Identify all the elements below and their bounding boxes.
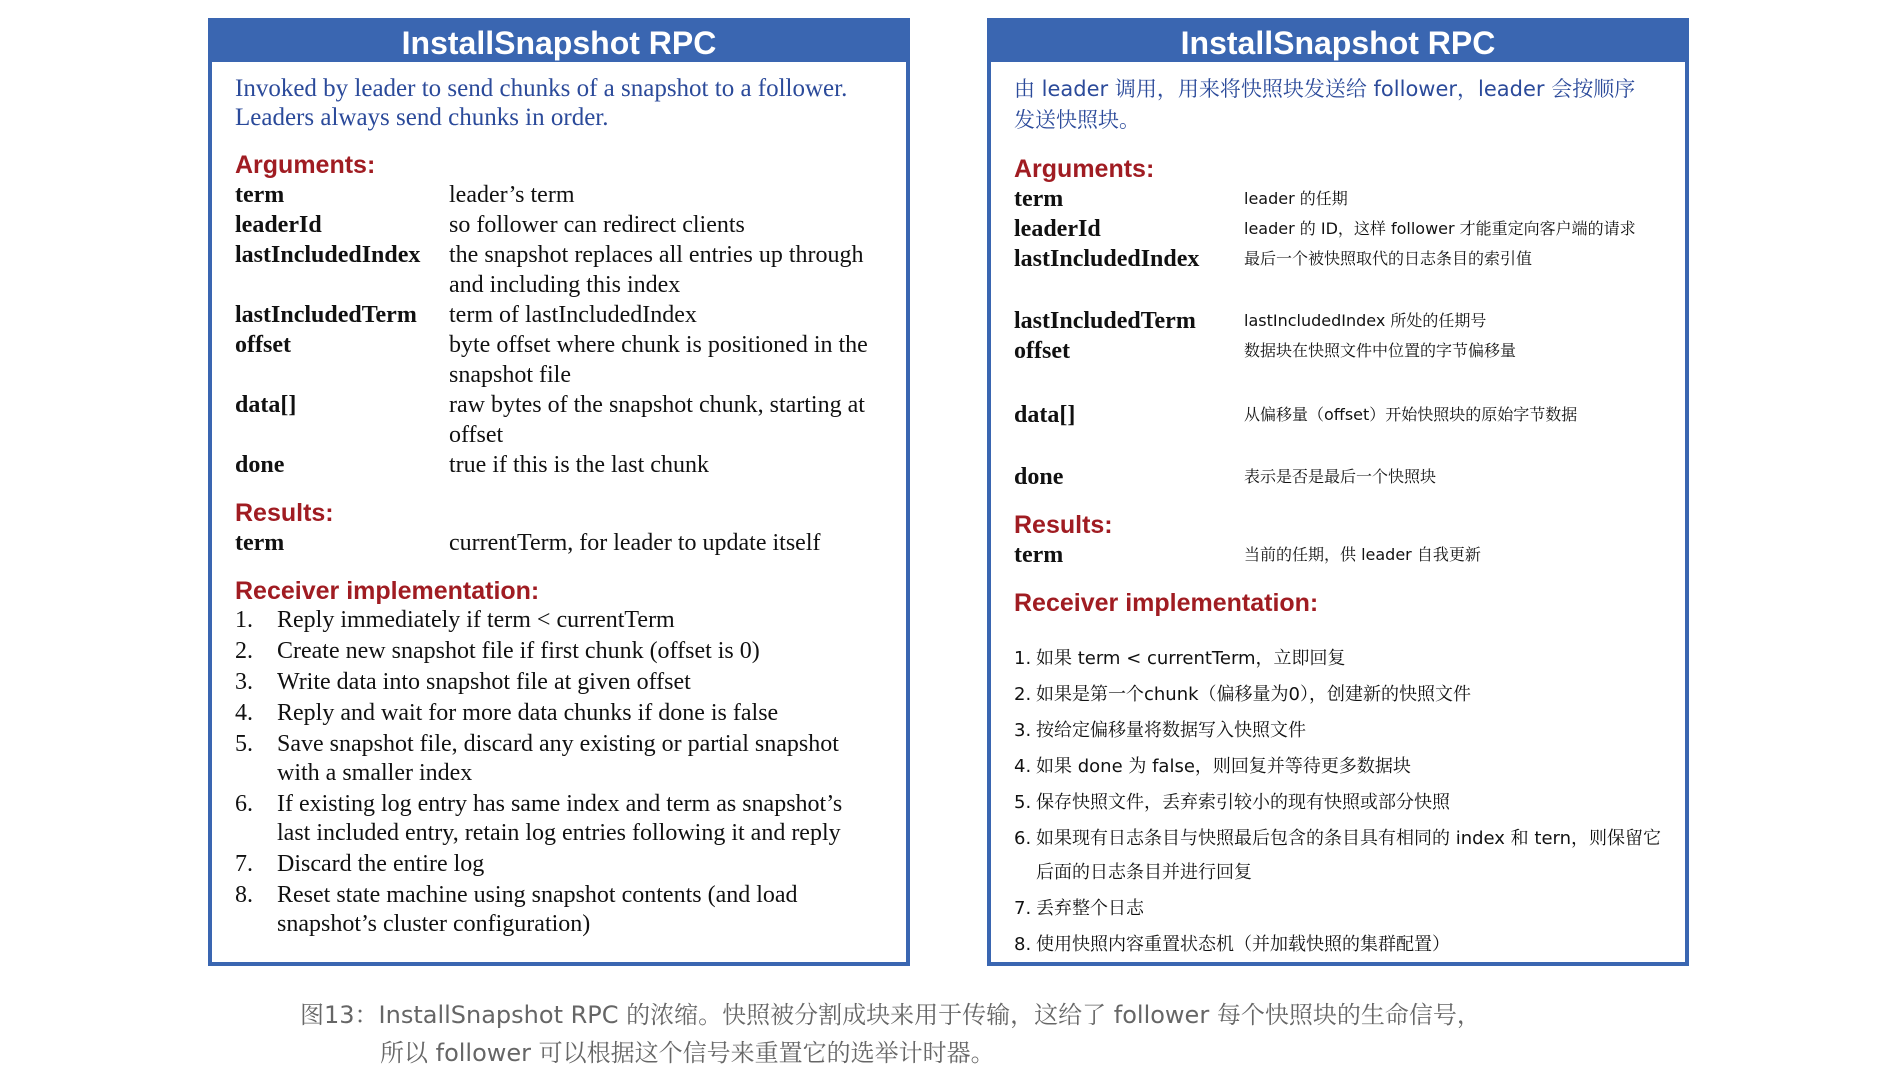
argument-desc: term of lastIncludedIndex (449, 302, 697, 328)
step-text: 按给定偏移量将数据写入快照文件 (1036, 720, 1306, 741)
impl-step (235, 881, 906, 939)
argument-name: data[] (235, 392, 297, 418)
step-text: Discard the entire log (277, 851, 485, 877)
impl-step (1014, 928, 1685, 962)
argument-row (1014, 306, 1685, 336)
receiver-impl-heading: Receiver implementation: (235, 577, 540, 605)
result-desc: currentTerm, for leader to update itself (449, 530, 821, 556)
card-intro (1014, 74, 1654, 136)
argument-name: lastIncludedIndex (235, 242, 421, 268)
step-number: 2. (235, 638, 253, 664)
step-text: 保存快照文件，丢弃索引较小的现有快照或部分快照 (1036, 792, 1450, 813)
impl-step (235, 850, 906, 879)
impl-step (235, 730, 906, 788)
step-text: Reset state machine using snapshot contents (and load snapshot’s cluster configuration) (277, 882, 798, 937)
impl-step (235, 637, 906, 666)
intro-line: Leaders always send chunks in order. (235, 104, 609, 131)
intro-line: Invoked by leader to send chunks of a snapshot to a follower. (235, 75, 848, 102)
argument-row (1014, 244, 1685, 306)
argument-desc: 从偏移量（offset）开始快照块的原始字节数据 (1244, 405, 1578, 424)
card-intro (235, 74, 875, 132)
results-heading: Results: (235, 499, 334, 527)
step-text: Create new snapshot file if first chunk (offset is 0) (277, 638, 760, 664)
argument-row (1014, 336, 1685, 400)
result-row (235, 528, 906, 558)
intro-line: 发送快照块。 (1014, 108, 1140, 132)
argument-desc: leader’s term (449, 182, 575, 208)
step-text: 丢弃整个日志 (1036, 898, 1144, 919)
result-name: term (1014, 542, 1064, 568)
step-text: 如果是第一个chunk（偏移量为0），创建新的快照文件 (1036, 684, 1471, 705)
impl-step (235, 668, 906, 697)
argument-row (1014, 184, 1685, 214)
figure-caption (300, 996, 1600, 1072)
step-text: Reply immediately if term < currentTerm (277, 607, 675, 633)
caption-line: 所以 follower 可以根据这个信号来重置它的选举计时器。 (380, 1039, 995, 1067)
impl-step (1014, 750, 1685, 784)
argument-desc: leader 的 ID，这样 follower 才能重定向客户端的请求 (1244, 219, 1636, 238)
argument-desc: 最后一个被快照取代的日志条目的索引值 (1244, 249, 1533, 268)
step-number: 4. (235, 700, 253, 726)
argument-desc: true if this is the last chunk (449, 452, 709, 478)
argument-desc: raw bytes of the snapshot chunk, starting at offset (449, 392, 865, 448)
argument-desc: leader 的任期 (1244, 189, 1348, 208)
card-body (991, 62, 1685, 962)
card-title: InstallSnapshot RPC (212, 22, 906, 62)
step-number: 1. (1014, 648, 1032, 669)
step-text: 如果现有日志条目与快照最后包含的条目具有相同的 index 和 tern，则保留它后面的日志条目并进行回复 (1036, 828, 1662, 883)
impl-step (235, 606, 906, 635)
step-number: 6. (235, 791, 253, 817)
receiver-impl-list (235, 606, 906, 939)
step-number: 1. (235, 607, 253, 633)
install-snapshot-card-zh (987, 18, 1689, 966)
argument-desc: the snapshot replaces all entries up through and including this index (449, 242, 864, 298)
impl-step (1014, 892, 1685, 926)
step-text: If existing log entry has same index and term as snapshot’s last included entry, retain log entries following it and reply (277, 791, 843, 846)
card-title: InstallSnapshot RPC (991, 22, 1685, 62)
argument-row (235, 180, 906, 210)
step-text: 使用快照内容重置状态机（并加载快照的集群配置） (1036, 934, 1450, 955)
impl-step (1014, 714, 1685, 748)
argument-name: term (235, 182, 285, 208)
impl-step (235, 699, 906, 728)
step-number: 2. (1014, 684, 1032, 705)
result-desc: 当前的任期，供 leader 自我更新 (1244, 545, 1481, 564)
intro-line: 由 leader 调用，用来将快照块发送给 follower，leader 会按顺序 (1014, 77, 1636, 101)
argument-name: done (1014, 464, 1064, 490)
impl-step (1014, 822, 1685, 890)
result-name: term (235, 530, 285, 556)
step-number: 5. (235, 731, 253, 757)
argument-row (1014, 462, 1685, 492)
impl-step (1014, 678, 1685, 712)
argument-desc: 表示是否是最后一个快照块 (1244, 467, 1437, 486)
impl-step (1014, 642, 1685, 676)
argument-row (235, 450, 906, 480)
argument-desc: byte offset where chunk is positioned in the snapshot file (449, 332, 868, 388)
argument-row (235, 210, 906, 240)
caption-line: 图13：InstallSnapshot RPC 的浓缩。快照被分割成块来用于传输，这给了 follower 每个快照块的生命信号， (300, 1001, 1481, 1029)
argument-row (235, 390, 906, 450)
impl-step (1014, 786, 1685, 820)
step-text: Save snapshot file, discard any existing or partial snapshot with a smaller index (277, 731, 839, 786)
step-number: 7. (1014, 898, 1032, 919)
install-snapshot-card-en (208, 18, 910, 966)
step-number: 3. (235, 669, 253, 695)
argument-desc: lastIncludedIndex 所处的任期号 (1244, 311, 1487, 330)
step-number: 8. (1014, 934, 1032, 955)
result-row (1014, 540, 1685, 570)
argument-name: lastIncludedTerm (1014, 308, 1196, 334)
step-number: 5. (1014, 792, 1032, 813)
step-number: 8. (235, 882, 253, 908)
argument-row (235, 240, 906, 300)
argument-name: leaderId (235, 212, 322, 238)
argument-name: data[] (1014, 402, 1076, 428)
receiver-impl-heading: Receiver implementation: (1014, 589, 1319, 617)
impl-step (235, 790, 906, 848)
argument-row (235, 300, 906, 330)
argument-row (1014, 400, 1685, 462)
argument-row (1014, 214, 1685, 244)
card-body (212, 62, 906, 939)
argument-name: done (235, 452, 285, 478)
step-text: Reply and wait for more data chunks if done is false (277, 700, 779, 726)
arguments-heading: Arguments: (235, 151, 376, 179)
step-text: Write data into snapshot file at given offset (277, 669, 691, 695)
step-text: 如果 term < currentTerm，立即回复 (1036, 648, 1346, 669)
argument-row (235, 330, 906, 390)
argument-name: lastIncludedTerm (235, 302, 417, 328)
argument-name: offset (1014, 338, 1070, 364)
step-number: 7. (235, 851, 253, 877)
arguments-heading: Arguments: (1014, 155, 1155, 183)
step-number: 3. (1014, 720, 1032, 741)
argument-name: lastIncludedIndex (1014, 246, 1200, 272)
step-text: 如果 done 为 false，则回复并等待更多数据块 (1036, 756, 1411, 777)
results-heading: Results: (1014, 511, 1113, 539)
step-number: 4. (1014, 756, 1032, 777)
argument-desc: so follower can redirect clients (449, 212, 745, 238)
argument-desc: 数据块在快照文件中位置的字节偏移量 (1244, 341, 1517, 360)
argument-name: term (1014, 186, 1064, 212)
step-number: 6. (1014, 828, 1032, 849)
receiver-impl-list (1014, 642, 1685, 962)
argument-name: offset (235, 332, 291, 358)
argument-name: leaderId (1014, 216, 1101, 242)
